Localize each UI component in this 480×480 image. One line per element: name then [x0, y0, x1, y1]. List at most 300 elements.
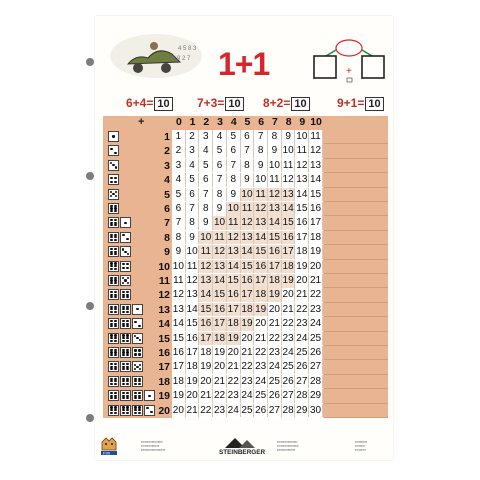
dice-group — [108, 333, 143, 345]
sum-cell: 6 — [213, 159, 227, 173]
sum-cell: 6 — [199, 173, 213, 187]
sum-cell: 29 — [296, 404, 308, 416]
binder-hole — [86, 414, 94, 422]
sum-cell: 21 — [296, 289, 308, 301]
die-face-icon — [108, 347, 119, 358]
row-label: 8 — [164, 231, 170, 244]
sum-cell: 19 — [282, 275, 294, 286]
table-row — [172, 360, 323, 374]
die-pip — [110, 148, 112, 150]
sum-cell: 18 — [172, 375, 184, 387]
die-pip — [138, 409, 140, 411]
sum-cell: 20 — [268, 303, 280, 315]
dice-group — [108, 145, 119, 157]
die-pip — [110, 239, 112, 241]
die-face-icon — [108, 189, 119, 200]
sum-cell: 13 — [213, 260, 226, 272]
row-label: 5 — [164, 188, 170, 201]
sum-cell: 10 — [282, 145, 294, 157]
die-pip — [134, 392, 136, 394]
column-header: 3 — [217, 116, 223, 128]
column-header: 0 — [175, 116, 182, 128]
sum-cell: 21 — [186, 404, 198, 416]
svg-text:STEINBERGER: STEINBERGER — [219, 449, 266, 456]
sum-cell: 25 — [255, 390, 267, 402]
row-label: 18 — [158, 375, 170, 388]
sum-cell: 19 — [172, 390, 184, 402]
sum-cell: 1 — [172, 130, 186, 144]
sum-cell: 10 — [227, 203, 239, 214]
sum-cell: 15 — [227, 275, 239, 286]
die-face-icon — [120, 261, 131, 272]
table-row — [172, 404, 323, 418]
row-label: 11 — [158, 275, 170, 287]
die-pip — [110, 311, 112, 313]
table-row — [172, 144, 323, 158]
die-face-icon — [120, 405, 131, 416]
sum-cell: 11 — [172, 274, 186, 288]
sum-cell: 16 — [172, 347, 184, 358]
die-pip — [138, 383, 140, 385]
die-pip — [134, 353, 136, 355]
die-face-icon — [108, 160, 119, 171]
die-pip — [110, 210, 112, 212]
die-pip — [110, 397, 112, 399]
sum-cell: 20 — [282, 289, 294, 301]
sum-cell: 29 — [309, 390, 322, 402]
row-label: 3 — [164, 159, 170, 172]
die-pip — [122, 337, 124, 339]
sum-cell: 22 — [241, 361, 253, 373]
die-pip — [122, 311, 124, 313]
svg-text:FIXI: FIXI — [103, 450, 111, 456]
die-pip — [110, 181, 112, 183]
sum-cell: 14 — [172, 318, 184, 330]
die-pip — [114, 368, 116, 370]
sum-cell: 5 — [213, 144, 227, 158]
sum-cell: 28 — [282, 404, 294, 416]
die-pip — [114, 337, 116, 339]
column-header: 2 — [203, 116, 210, 128]
sum-cell: 13 — [200, 275, 212, 286]
dice-group — [108, 246, 131, 258]
die-pip — [122, 392, 124, 394]
die-pip — [126, 409, 128, 411]
column-header: 8 — [285, 116, 292, 128]
die-pip — [115, 191, 117, 193]
sum-cell: 18 — [309, 231, 322, 243]
die-pip — [134, 409, 136, 411]
die-pip — [114, 268, 116, 270]
sum-cell: 23 — [296, 318, 308, 330]
sum-cell: 15 — [255, 246, 267, 258]
row-label: 13 — [158, 303, 170, 316]
writing-line — [324, 143, 388, 144]
die-pip — [126, 238, 128, 240]
row-label: 15 — [158, 332, 170, 345]
table-row — [172, 202, 323, 216]
sum-cell: 24 — [296, 332, 308, 344]
sum-cell: 30 — [309, 404, 322, 416]
die-pip — [134, 321, 136, 323]
die-pip — [110, 296, 112, 298]
sum-cell: 14 — [241, 246, 253, 258]
writing-line — [324, 403, 388, 404]
die-pip — [122, 383, 124, 385]
die-face-icon — [120, 318, 131, 329]
sum-cell: 9 — [282, 130, 296, 144]
example-expression-text: 8+2= — [263, 96, 291, 110]
sum-cell: 23 — [309, 303, 322, 315]
sum-cell: 12 — [186, 275, 198, 286]
writing-line — [324, 388, 388, 389]
sum-cell: 7 — [254, 130, 268, 144]
die-pip — [126, 311, 128, 313]
die-pip — [114, 210, 116, 212]
svg-text:4 5 8 3: 4 5 8 3 — [178, 46, 197, 52]
example-expression — [197, 96, 244, 111]
die-face-icon — [108, 318, 119, 329]
die-pip — [110, 383, 112, 385]
die-pip — [110, 282, 112, 284]
dice-group — [108, 203, 119, 215]
sum-cell: 13 — [227, 246, 239, 258]
sum-cell: 9 — [254, 159, 268, 173]
die-pip — [114, 224, 116, 226]
dice-group — [108, 376, 143, 388]
column-header: 7 — [271, 116, 278, 128]
sum-cell: 18 — [296, 246, 308, 258]
die-pip — [122, 267, 124, 269]
sum-cell: 17 — [227, 303, 239, 315]
sum-cell: 9 — [199, 216, 213, 230]
sum-cell: 6 — [227, 144, 241, 158]
binder-hole — [86, 302, 94, 310]
sum-cell: 10 — [172, 260, 184, 272]
plus-sign: + — [346, 66, 352, 77]
sum-cell: 19 — [241, 318, 253, 330]
dice-group — [108, 217, 131, 229]
die-pip — [114, 412, 116, 414]
sum-cell: 8 — [227, 173, 241, 187]
die-pip — [110, 248, 112, 250]
sum-cell: 10 — [186, 246, 198, 258]
sum-cell: 15 — [186, 318, 198, 330]
sum-cell: 14 — [227, 260, 239, 272]
die-pip — [114, 265, 116, 267]
die-face-icon — [120, 232, 131, 243]
sum-cell: 19 — [268, 289, 280, 301]
sum-cell: 10 — [241, 188, 253, 200]
writing-line — [324, 172, 388, 173]
table-row — [172, 389, 323, 403]
table-row — [172, 231, 323, 245]
die-pip — [122, 409, 124, 411]
row-label: 12 — [158, 289, 170, 302]
die-pip — [126, 320, 128, 322]
die-pip — [138, 325, 140, 327]
sum-cell: 17 — [213, 318, 226, 330]
sum-cell: 8 — [199, 202, 213, 216]
writing-line — [324, 331, 388, 332]
die-pip — [126, 296, 128, 298]
sum-cell: 24 — [282, 347, 294, 358]
die-face-icon — [132, 304, 143, 315]
sum-cell: 17 — [296, 231, 308, 243]
die-face-icon — [120, 217, 131, 228]
sum-cell: 5 — [172, 188, 186, 202]
row-label: 7 — [164, 217, 170, 230]
sum-cell: 14 — [213, 275, 226, 286]
die-pip — [124, 222, 126, 224]
die-pip — [114, 340, 116, 342]
sum-cell: 19 — [213, 347, 226, 358]
sum-cell: 6 — [241, 130, 255, 144]
sum-cell: 13 — [268, 203, 280, 214]
sum-cell: 10 — [296, 131, 308, 142]
sum-cell: 24 — [227, 404, 239, 416]
die-pip — [124, 279, 126, 281]
die-pip — [110, 337, 112, 339]
sum-cell: 17 — [268, 260, 280, 272]
sum-cell: 9 — [172, 245, 186, 259]
die-pip — [114, 248, 116, 250]
sum-cell: 16 — [200, 318, 212, 330]
die-face-icon — [144, 405, 155, 416]
dice-group — [108, 261, 131, 273]
sum-cell: 16 — [309, 203, 322, 214]
die-pip — [139, 339, 141, 341]
sum-cell: 25 — [296, 347, 308, 358]
die-face-icon — [132, 376, 143, 387]
sum-cell: 20 — [296, 275, 308, 286]
die-pip — [126, 267, 128, 269]
sum-cell: 20 — [172, 404, 184, 416]
table-row — [172, 288, 323, 302]
die-pip — [134, 412, 136, 414]
row-label: 4 — [164, 174, 170, 187]
number-bond-diagram — [312, 36, 386, 84]
die-pip — [146, 407, 148, 409]
die-pip — [148, 395, 150, 397]
sum-cell: 9 — [241, 173, 255, 187]
die-pip — [114, 239, 116, 241]
sum-cell: 24 — [309, 318, 322, 330]
die-face-icon — [144, 390, 155, 401]
dice-group — [108, 189, 119, 201]
sum-cell: 12 — [282, 174, 294, 186]
die-face-icon — [132, 405, 143, 416]
writing-line — [324, 374, 388, 375]
die-face-icon — [108, 361, 119, 372]
die-face-icon — [108, 405, 119, 416]
column-header: 1 — [189, 116, 196, 128]
die-face-icon — [108, 390, 119, 401]
svg-text:6 9 2 7: 6 9 2 7 — [172, 56, 191, 62]
sum-cell: 14 — [200, 289, 212, 301]
sum-cell: 24 — [255, 375, 267, 387]
die-pip — [122, 340, 124, 342]
sum-cell: 24 — [268, 361, 280, 373]
row-label: 19 — [158, 390, 170, 403]
die-pip — [110, 412, 112, 414]
die-pip — [114, 296, 116, 298]
die-pip — [127, 253, 129, 255]
dice-group — [108, 361, 143, 373]
example-expression — [126, 96, 173, 111]
sum-cell: 18 — [268, 275, 280, 286]
die-face-icon — [108, 261, 119, 272]
sum-cell: 7 — [199, 188, 213, 202]
sum-cell: 27 — [296, 375, 308, 387]
sum-cell: 19 — [227, 332, 239, 344]
die-pip — [122, 368, 124, 370]
sum-cell: 17 — [255, 275, 267, 286]
sum-cell: 11 — [186, 260, 200, 274]
sum-cell: 12 — [200, 260, 212, 272]
die-pip — [126, 397, 128, 399]
die-face-icon — [120, 304, 131, 315]
sum-cell: 12 — [172, 289, 184, 301]
sum-cell: 7 — [172, 216, 186, 230]
sum-cell: 20 — [309, 260, 322, 272]
die-pip — [126, 368, 128, 370]
sum-cell: 11 — [282, 159, 296, 173]
sum-cell: 13 — [255, 217, 267, 229]
die-face-icon — [120, 361, 131, 372]
sum-cell: 20 — [227, 347, 239, 358]
die-pip — [112, 135, 114, 137]
sum-cell: 19 — [186, 375, 198, 387]
writing-line — [324, 215, 388, 216]
sum-cell: 6 — [186, 188, 200, 202]
die-face-icon — [132, 390, 143, 401]
sum-cell: 14 — [186, 303, 198, 315]
die-pip — [115, 166, 117, 168]
sum-cell: 11 — [254, 188, 268, 202]
die-face-icon — [132, 361, 143, 372]
sum-cell: 15 — [172, 332, 184, 344]
sum-cell: 9 — [268, 144, 282, 158]
sum-cell: 13 — [186, 289, 198, 301]
writing-line — [324, 302, 388, 303]
sum-cell: 23 — [268, 347, 280, 358]
die-pip — [114, 397, 116, 399]
die-pip — [110, 177, 112, 179]
example-expression — [263, 96, 310, 111]
sum-cell: 26 — [255, 404, 267, 416]
die-face-icon — [120, 347, 131, 358]
writing-line — [324, 158, 388, 159]
sum-cell: 9 — [213, 202, 227, 216]
row-label: 2 — [164, 145, 170, 158]
sum-cell: 13 — [172, 303, 184, 315]
row-label: 9 — [164, 246, 170, 259]
dice-group — [108, 390, 155, 402]
table-row — [172, 274, 323, 288]
sum-cell: 14 — [268, 217, 280, 229]
die-pip — [127, 282, 129, 284]
sum-cell: 21 — [309, 275, 322, 286]
sum-cell: 15 — [213, 289, 226, 301]
column-header: 6 — [258, 116, 265, 128]
dice-group — [108, 174, 119, 186]
die-pip — [114, 354, 116, 356]
writing-line — [324, 201, 388, 202]
die-pip — [114, 311, 116, 313]
sum-cell: 17 — [309, 217, 322, 229]
sum-cell: 22 — [282, 318, 294, 330]
die-face-icon — [132, 333, 143, 344]
row-label: 16 — [158, 347, 170, 359]
sum-cell: 19 — [255, 303, 267, 315]
die-pip — [122, 296, 124, 298]
sum-cell: 25 — [309, 332, 322, 344]
sum-grid — [172, 130, 323, 418]
sum-cell: 10 — [255, 174, 267, 186]
sum-cell: 23 — [241, 375, 253, 387]
sum-cell: 22 — [200, 404, 212, 416]
sum-cell: 22 — [255, 347, 267, 358]
dice-group — [108, 131, 119, 143]
die-pip — [126, 325, 128, 327]
table-row — [172, 130, 323, 144]
sum-cell: 13 — [296, 174, 308, 186]
sum-cell: 21 — [241, 347, 253, 358]
example-answer-box: 10 — [365, 97, 383, 111]
die-face-icon — [108, 232, 119, 243]
die-pip — [110, 325, 112, 327]
sum-cell: 12 — [213, 246, 226, 258]
dice-group — [108, 318, 143, 330]
sum-cell: 13 — [309, 159, 322, 171]
sum-cell: 20 — [255, 318, 267, 330]
writing-line — [324, 187, 388, 188]
writing-line — [324, 244, 388, 245]
table-row — [172, 159, 323, 173]
die-pip — [110, 224, 112, 226]
column-header: 10 — [310, 116, 322, 128]
die-pip — [110, 354, 112, 356]
sum-cell: 26 — [268, 390, 280, 402]
die-pip — [110, 368, 112, 370]
die-face-icon — [108, 246, 119, 257]
dice-group — [108, 347, 143, 359]
page-title: 1+1 — [218, 46, 270, 82]
column-header: 4 — [230, 116, 237, 128]
sum-cell: 15 — [200, 303, 212, 315]
plus-header: + — [138, 116, 145, 128]
sum-cell: 8 — [172, 231, 186, 245]
row-label: 17 — [158, 361, 170, 374]
sum-cell: 5 — [227, 130, 241, 144]
steinberger-logo — [217, 436, 269, 456]
row-label: 6 — [164, 203, 170, 215]
sum-cell: 21 — [255, 332, 267, 344]
die-pip — [139, 364, 141, 366]
sum-cell: 15 — [296, 203, 308, 214]
die-face-icon — [108, 174, 119, 185]
sum-cell: 8 — [254, 144, 268, 158]
sum-cell: 15 — [282, 217, 294, 229]
table-row — [172, 173, 323, 187]
sum-cell: 22 — [309, 289, 322, 301]
die-pip — [126, 412, 128, 414]
sum-cell: 28 — [296, 390, 308, 402]
dice-group — [108, 304, 143, 316]
sum-cell: 7 — [227, 159, 241, 173]
die-pip — [114, 282, 116, 284]
